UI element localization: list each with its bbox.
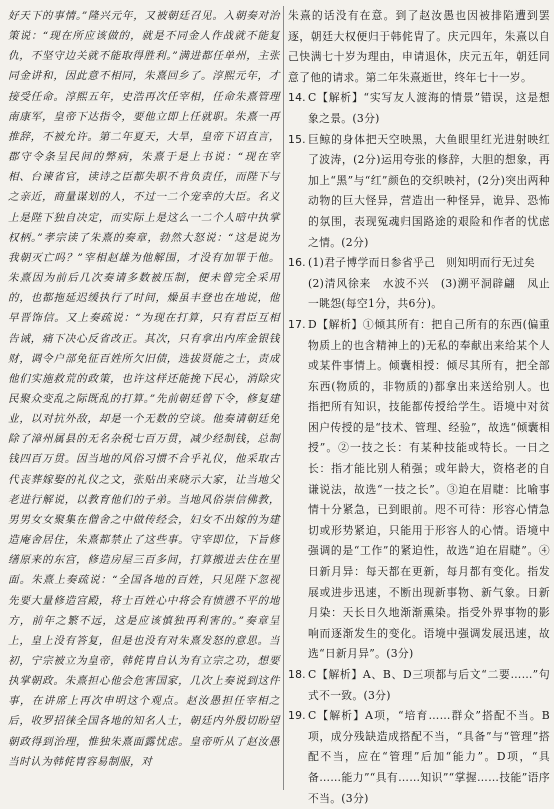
answer-text: (1)君子博学而日参省乎己 则知明而行无过矣 [308, 256, 536, 270]
answer-number: 14. [288, 91, 306, 105]
answer-16-continued [288, 274, 550, 315]
answer-number: 17. [288, 317, 306, 331]
answer-text: C【解析】A、B、D三项都与后文“二要……”句式不一致。(3分) [308, 668, 550, 702]
answer-16 [288, 253, 550, 274]
answer-18 [288, 665, 550, 706]
answer-text: D【解析】①倾其所有：把自己所有的东西(偏重物质上的也含精神上的)无私的奉献出来给某个人或某件事情上。倾囊相授：倾尽其所有，把全部东西(物质的，非物质的)都拿出来送给别人。也指把所有知识，技能都传授给学生。语境中对贫困户传授的是“技术、管理、经验”，故选“倾囊相授”。②一技之长：有某种技能或特长。一日之长：指才能比别人稍强；或年龄大，资格老的自谦说法，故选“一技之长”。③迫在眉睫：比喻事情十分紧急，已到眼前。咫不可待：形容心情急切或形势紧迫，只能用于形容人的心情。语境中强调的是“工作”的紧迫性，故选“迫在眉睫”。④日新月异：每天都在更新，每月都有变化。指发展或进步迅速，不断出现新事物、新气象。日新月染：天长日久地渐渐熏染。指受外界事物的影响而逐渐发生的变化。语境中强调发展迅速，故选“日新月异”。(3分) [308, 317, 550, 661]
answer-17 [288, 315, 550, 665]
answer-text: C【解析】“实写友人渡海的情景”错误，这是想象之景。(3分) [308, 91, 550, 125]
answer-number: 15. [288, 132, 306, 146]
left-column [8, 6, 280, 790]
translation-continuation: 朱熹的话没有在意。到了赵汝愚也因被排陷遭到罢逐，朝廷大权便归于韩侂胄了。庆元四年，朱熹以自己快满七十岁为理由，申请退休，庆元五年，朝廷同意了他的请求。第二年朱熹逝世，终年七十一岁。 [288, 9, 550, 84]
answer-14 [288, 88, 550, 129]
column-divider [283, 6, 284, 790]
translation-paragraph: 好天下的事情。”隆兴元年，又被朝廷召见。入朝奏对治策说：“现在所应该做的，就是不同金人作战就不能复仇，不坚守边关就不能取得胜利。”满进都任单州，主张同金讲和，因此意不相同，朱熹回乡了。淳熙元年，才接受任命。淳熙五年，史浩再次任宰相，任命朱熹管理南康军，皇帝下达指令，要他立即上任就职。朱熹一再推辞，不被允许。第二年夏天，大旱，皇帝下诏直言，郡守令条呈民间的弊病，朱熹于是上书说：“现在宰相、台谏省官，读诗之臣都失职不肯负责任，而陛下与之亲近，商量谋划的人，不过一二个宠幸的大臣。名义上是陛下独自决定，而实际上是这么一二个人暗中执掌权柄。”孝宗读了朱熹的奏章，勃然大怒说：“这是说为我朝灭亡吗？”宰相赵雄为他解围，才没有加罪于他。朱熹因为前后几次奏请多数被压制，便未曾完全采用的，也都拖延迟缓执行了时间，燥虽丰登也在地说，他早晋饰信。又上奏疏说：“为现在打算，只有君臣互相告诫，痛下决心反省改正。其次，只有拿出内库金银钱财，调令户部免征百姓所欠旧债，选拔贤能之士，责成他们实施救荒的政策，也许这样还能挽下民心，消除灾民聚众变乱之际既乱的打算。”先前朝廷曾下令，修复建业，以对抗外敌，却是一个无数的空谈。他奏请朝廷免除了漳州属县的无名杂税七百万贯，减少经制钱，总制钱四百万贯。因当地的风俗习惯不合乎礼仪，他采取古代丧葬嫁娶的礼仪之文，张贴出来晓示大家，让当地父老进行解说，以教育他们的子弟。当地风俗崇信佛教，男男女女聚集在僧舍之中做传经会，妇女不出嫁的为建造庵舍居住，朱熹都禁止了这些事。守宰即位，下旨修缮原来的东宫，修造房屋三百多间，打算搬进去住在里面。朱熹上奏疏说：“全国各地的百姓，只见陛下忽视先要大量修造宫殿，将士百姓心中将会有愤懑不平的地方，前年之繁不远，这是应该慎独再利害的。”奏章呈上，皇上没有答复，但是也没有对朱熹发怒的意思。当初，宁宗被立为皇帝，韩侂胄自认为有立宗之功，想要执掌朝政。朱熹担心他会危害国家，几次上奏说到这件事，在讲席上再次申明这个观点。赵汝愚担任宰相之后，收罗招徕全国各地的知名人士，朝廷内外殷切盼望朝政得到治理，惟独朱熹面露忧虑。皇帝听从了赵汝愚当时认为韩侂胄容易制服，对 [8, 10, 280, 768]
answer-text: 巨鲸的身体把天空映黑，大鱼眼里红光进射映红了波涛，(2分)运用夸张的修辞，大胆的想象，再加上“黑”与“红”颜色的交织映衬，(2分)突出两种动物的巨大怪异，营造出一种怪异，诡异、恐怖的氛围，表现冤魂归国路途的艰险和作者的忧虑之情。(2分) [308, 132, 550, 249]
answer-number: 16. [288, 256, 306, 270]
answer-number: 18. [288, 668, 306, 681]
right-column [288, 6, 550, 805]
answer-text: C【解析】A项，“培育……群众”搭配不当。B项，成分残缺造成搭配不当，“具备”与“管理”搭配不当，应在“管理”后加“能力”。D项，“具备……能力”“具有……知识”“掌握……技能”语序不当。(3分) [308, 709, 550, 805]
answer-number: 19. [288, 709, 306, 723]
answer-text: (2)清风徐来 水波不兴 (3)溯平洞辟翩 凤止一眺怨(每空1分，共6分)。 [308, 276, 550, 311]
answer-15 [288, 130, 550, 254]
answer-19 [288, 706, 550, 809]
